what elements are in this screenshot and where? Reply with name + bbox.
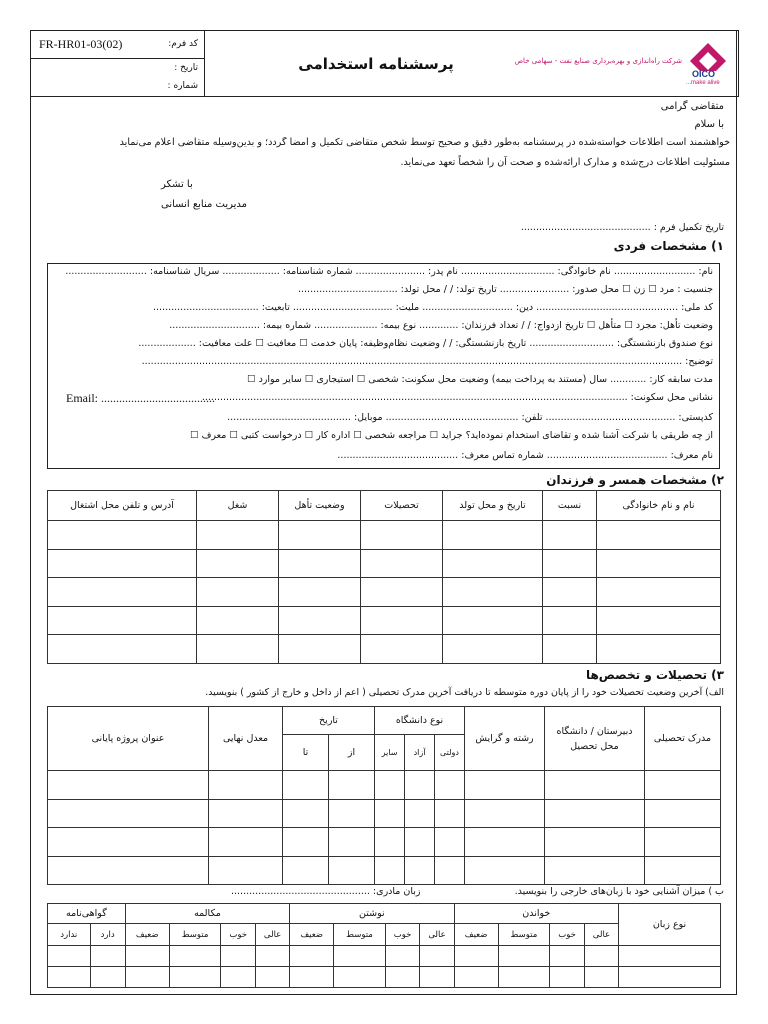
table-cell[interactable] xyxy=(290,946,334,967)
table-cell[interactable] xyxy=(420,967,454,988)
col-type-azad: آزاد xyxy=(405,735,435,771)
col-gpa: معدل نهایی xyxy=(209,707,283,771)
personal-line-4[interactable]: وضعیت تأهل: مجرد ☐ متأهل ☐ تاریخ ازدواج: / / تعداد فرزندان: ............. نوع بیمه: ..................... شماره بیمه: .............................. xyxy=(169,320,713,331)
table-cell[interactable] xyxy=(48,967,91,988)
table-cell[interactable] xyxy=(375,828,405,857)
personal-line-1[interactable]: نام: ........................... نام خانوادگی: ............................... نام پدر: ....................... شماره شناسنامه: ................... سریال شناسنامه: ........................... xyxy=(65,266,713,277)
table-cell[interactable] xyxy=(279,606,361,635)
table-cell[interactable] xyxy=(435,799,465,828)
language-note: ب ) میزان آشنایی خود با زبان‌های خارجی را بنویسید. xyxy=(514,886,724,897)
table-cell[interactable] xyxy=(169,946,221,967)
greeting: با سلام xyxy=(694,119,724,130)
table-cell[interactable] xyxy=(443,521,543,550)
table-cell[interactable] xyxy=(443,578,543,607)
personal-line-7[interactable]: مدت سابقه کار: ............ سال (مستند به پرداخت بیمه) وضعیت محل سکونت: شخصی ☐ استیجاری ☐ سایر موارد ☐ xyxy=(247,374,713,385)
language-row xyxy=(48,946,721,967)
company-block xyxy=(514,37,730,93)
table-cell[interactable] xyxy=(48,856,209,885)
table-cell[interactable] xyxy=(48,828,209,857)
table-cell[interactable] xyxy=(443,549,543,578)
table-cell[interactable] xyxy=(48,771,209,800)
certificate-has: دارد xyxy=(90,924,125,946)
table-cell[interactable] xyxy=(361,549,443,578)
form-code-label: کد فرم: xyxy=(168,39,198,49)
col-work-address: آدرس و تلفن محل اشتغال xyxy=(48,491,197,521)
col-certificate: گواهی‌نامه xyxy=(48,904,126,924)
personal-line-3[interactable]: کد ملی: ............................................... دین: .............................. ملیت: ................................. تابعیت: ................................... xyxy=(153,302,713,313)
table-cell[interactable] xyxy=(283,856,329,885)
table-cell[interactable] xyxy=(279,635,361,664)
table-cell[interactable] xyxy=(48,578,197,607)
col-job: شغل xyxy=(197,491,279,521)
table-cell[interactable] xyxy=(597,521,721,550)
table-cell[interactable] xyxy=(597,578,721,607)
col-date: تاریخ xyxy=(283,707,375,735)
table-cell[interactable] xyxy=(645,856,721,885)
table-cell[interactable] xyxy=(290,967,334,988)
table-cell[interactable] xyxy=(597,606,721,635)
level-writing-0: عالی xyxy=(420,924,454,946)
table-cell[interactable] xyxy=(645,828,721,857)
table-cell[interactable] xyxy=(435,828,465,857)
family-row xyxy=(48,521,721,550)
col-field: رشته و گرایش xyxy=(465,707,545,771)
level-reading-3: ضعیف xyxy=(454,924,498,946)
table-cell[interactable] xyxy=(435,856,465,885)
intro-line-1: خواهشمند است اطلاعات خواسته‌شده در پرسشنامه به‌طور دقیق و صحیح توسط شخص متقاضی تکمیل و امضا گردد؛ و بدین‌وسیله متقاضی اعلام می‌نماید xyxy=(119,137,730,148)
family-row xyxy=(48,606,721,635)
table-cell[interactable] xyxy=(375,856,405,885)
level-writing-1: خوب xyxy=(385,924,420,946)
table-cell[interactable] xyxy=(550,946,585,967)
table-cell[interactable] xyxy=(435,771,465,800)
table-cell[interactable] xyxy=(209,771,283,800)
table-cell[interactable] xyxy=(125,967,169,988)
certificate-hasnt: ندارد xyxy=(48,924,91,946)
table-cell[interactable] xyxy=(597,549,721,578)
table-cell[interactable] xyxy=(256,967,290,988)
col-uni-type: نوع دانشگاه xyxy=(375,707,465,735)
table-cell[interactable] xyxy=(221,967,256,988)
table-cell[interactable] xyxy=(543,635,597,664)
table-cell[interactable] xyxy=(498,967,550,988)
level-speaking-3: ضعیف xyxy=(125,924,169,946)
table-cell[interactable] xyxy=(197,521,279,550)
form-page xyxy=(30,30,737,995)
col-marital: وضعیت تأهل xyxy=(279,491,361,521)
table-cell[interactable] xyxy=(279,549,361,578)
table-cell[interactable] xyxy=(209,856,283,885)
col-speaking: مکالمه xyxy=(125,904,289,924)
thanks: با تشکر xyxy=(161,179,193,190)
education-row xyxy=(48,828,721,857)
table-cell[interactable] xyxy=(169,967,221,988)
table-cell[interactable] xyxy=(443,606,543,635)
col-lang-type: نوع زبان xyxy=(619,904,721,946)
personal-line-6[interactable]: توضیح: ................................................................................................................................................................................... xyxy=(141,356,713,367)
table-cell[interactable] xyxy=(584,967,618,988)
table-cell[interactable] xyxy=(465,828,545,857)
table-cell[interactable] xyxy=(443,635,543,664)
table-cell[interactable] xyxy=(405,856,435,885)
native-language[interactable]: زبان مادری: .............................................. xyxy=(231,886,421,897)
table-cell[interactable] xyxy=(90,946,125,967)
level-reading-1: خوب xyxy=(550,924,585,946)
personal-line-8[interactable]: نشانی محل سکونت: ............................................................................................................................................. xyxy=(201,392,713,403)
personal-line-5[interactable]: نوع صندوق بازنشستگی: ............................ تاریخ بازنشستگی: / / وضعیت نظام‌وظیفه: پایان خدمت ☐ معافیت ☐ علت معافیت: ................... xyxy=(138,338,713,349)
table-cell[interactable] xyxy=(125,946,169,967)
level-writing-3: ضعیف xyxy=(290,924,334,946)
personal-line-2[interactable]: جنسیت : مرد ☐ زن ☐ محل صدور: ....................... تاریخ تولد: / / محل تولد: ................................. xyxy=(297,284,713,295)
table-cell[interactable] xyxy=(545,799,645,828)
table-cell[interactable] xyxy=(543,578,597,607)
table-cell[interactable] xyxy=(209,799,283,828)
email-field[interactable]: Email: ...................................... xyxy=(66,391,215,405)
education-row xyxy=(48,799,721,828)
table-cell[interactable] xyxy=(48,606,197,635)
logo-tagline: ...make alive xyxy=(686,80,720,86)
table-cell[interactable] xyxy=(385,946,420,967)
table-cell[interactable] xyxy=(283,771,329,800)
table-cell[interactable] xyxy=(48,799,209,828)
form-code-box xyxy=(31,31,205,97)
col-from: از xyxy=(329,735,375,771)
personal-line-9[interactable]: کدپستی: ........................................... تلفن: ............................................ موبایل: ......................................... xyxy=(227,412,713,423)
family-row xyxy=(48,549,721,578)
language-row xyxy=(48,967,721,988)
level-speaking-1: خوب xyxy=(221,924,256,946)
table-cell[interactable] xyxy=(550,967,585,988)
table-cell[interactable] xyxy=(619,946,721,967)
col-degree: مدرک تحصیلی xyxy=(645,707,721,771)
table-cell[interactable] xyxy=(197,606,279,635)
table-cell[interactable] xyxy=(375,771,405,800)
table-cell[interactable] xyxy=(48,946,91,967)
table-cell[interactable] xyxy=(283,828,329,857)
table-cell[interactable] xyxy=(543,521,597,550)
section-3-title: ۳) تحصیلات و تخصص‌ها xyxy=(585,668,724,682)
table-cell[interactable] xyxy=(465,856,545,885)
table-cell[interactable] xyxy=(543,549,597,578)
section-2-title: ۲) مشخصات همسر و فرزندان xyxy=(546,473,724,487)
table-cell[interactable] xyxy=(405,828,435,857)
col-school xyxy=(545,707,645,771)
education-row xyxy=(48,856,721,885)
table-cell[interactable] xyxy=(197,578,279,607)
logo-text: OICO xyxy=(692,69,716,79)
date-label: تاریخ : xyxy=(174,63,198,73)
table-cell[interactable] xyxy=(454,946,498,967)
table-cell[interactable] xyxy=(334,967,386,988)
col-school-label: دبیرستان / دانشگاه xyxy=(556,725,633,737)
col-writing: نوشتن xyxy=(290,904,454,924)
table-cell[interactable] xyxy=(329,828,375,857)
table-cell[interactable] xyxy=(361,606,443,635)
education-note: الف) آخرین وضعیت تحصیلات خود را از پایان دوره متوسطه تا دریافت آخرین مدرک تحصیلی ( اعم از داخل و خارج از کشور ) بنویسید. xyxy=(205,687,724,698)
number-label: شماره : xyxy=(167,81,198,91)
table-cell[interactable] xyxy=(279,521,361,550)
col-type-state: دولتی xyxy=(435,735,465,771)
table-cell[interactable] xyxy=(197,549,279,578)
company-logo xyxy=(686,39,730,86)
education-table xyxy=(47,706,721,885)
table-cell[interactable] xyxy=(545,828,645,857)
level-reading-0: عالی xyxy=(584,924,618,946)
table-cell[interactable] xyxy=(597,635,721,664)
col-birth: تاریخ و محل تولد xyxy=(443,491,543,521)
col-reading: خواندن xyxy=(454,904,618,924)
col-school-place-label: محل تحصیل xyxy=(570,740,619,752)
table-cell[interactable] xyxy=(197,635,279,664)
language-table xyxy=(47,903,721,988)
table-cell[interactable] xyxy=(48,549,197,578)
table-cell[interactable] xyxy=(48,521,197,550)
table-cell[interactable] xyxy=(361,635,443,664)
level-writing-2: متوسط xyxy=(334,924,386,946)
table-cell[interactable] xyxy=(329,856,375,885)
table-cell[interactable] xyxy=(361,578,443,607)
table-cell[interactable] xyxy=(283,799,329,828)
table-cell[interactable] xyxy=(90,967,125,988)
family-table xyxy=(47,490,721,664)
table-cell[interactable] xyxy=(454,967,498,988)
page-title: پرسشنامه استخدامی xyxy=(298,55,454,73)
table-cell[interactable] xyxy=(221,946,256,967)
table-cell[interactable] xyxy=(645,771,721,800)
table-cell[interactable] xyxy=(329,799,375,828)
col-project: عنوان پروژه پایانی xyxy=(48,707,209,771)
education-row xyxy=(48,771,721,800)
table-cell[interactable] xyxy=(420,946,454,967)
table-cell[interactable] xyxy=(329,771,375,800)
table-cell[interactable] xyxy=(279,578,361,607)
table-cell[interactable] xyxy=(209,828,283,857)
table-cell[interactable] xyxy=(256,946,290,967)
level-reading-2: متوسط xyxy=(498,924,550,946)
col-relation: نسبت xyxy=(543,491,597,521)
col-education: تحصیلات xyxy=(361,491,443,521)
family-row xyxy=(48,635,721,664)
col-type-other: سایر xyxy=(375,735,405,771)
table-cell[interactable] xyxy=(645,799,721,828)
col-to: تا xyxy=(283,735,329,771)
table-cell[interactable] xyxy=(465,799,545,828)
level-speaking-0: عالی xyxy=(256,924,290,946)
salutation: متقاضی گرامی xyxy=(660,101,724,112)
personal-line-10[interactable]: از چه طریقی با شرکت آشنا شده و تقاضای استخدام نموده‌اید؟ جراید ☐ مراجعه شخصی ☐ اداره کار ☐ درخواست کتبی ☐ معرف ☐ xyxy=(190,430,713,441)
table-cell[interactable] xyxy=(48,635,197,664)
table-cell[interactable] xyxy=(545,771,645,800)
level-speaking-2: متوسط xyxy=(169,924,221,946)
table-cell[interactable] xyxy=(361,521,443,550)
fill-date[interactable]: تاریخ تکمیل فرم : ........................................... xyxy=(520,222,724,233)
table-cell[interactable] xyxy=(619,967,721,988)
form-code: FR-HR01-03(02) xyxy=(39,37,123,51)
personal-line-11[interactable]: نام معرف: ........................................ شماره تماس معرف: ........................................ xyxy=(337,450,713,461)
table-cell[interactable] xyxy=(385,967,420,988)
table-cell[interactable] xyxy=(334,946,386,967)
table-cell[interactable] xyxy=(545,856,645,885)
table-cell[interactable] xyxy=(584,946,618,967)
personal-info-box xyxy=(47,263,720,469)
family-row xyxy=(48,578,721,607)
table-cell[interactable] xyxy=(405,799,435,828)
company-name: شرکت راه‌اندازی و بهره‌برداری صنایع نفت - سهامی خاص xyxy=(514,57,682,65)
table-cell[interactable] xyxy=(405,771,435,800)
table-cell[interactable] xyxy=(543,606,597,635)
table-cell[interactable] xyxy=(375,799,405,828)
intro-line-2: مسئولیت اطلاعات درج‌شده و مدارک ارائه‌شده و صحت آن را شخصاً تعهد می‌نماید. xyxy=(400,157,730,168)
col-fullname: نام و نام خانوادگی xyxy=(597,491,721,521)
table-cell[interactable] xyxy=(498,946,550,967)
section-1-title: ۱) مشخصات فردی xyxy=(613,239,724,253)
hr-dept: مدیریت منابع انسانی xyxy=(161,199,248,210)
table-cell[interactable] xyxy=(465,771,545,800)
